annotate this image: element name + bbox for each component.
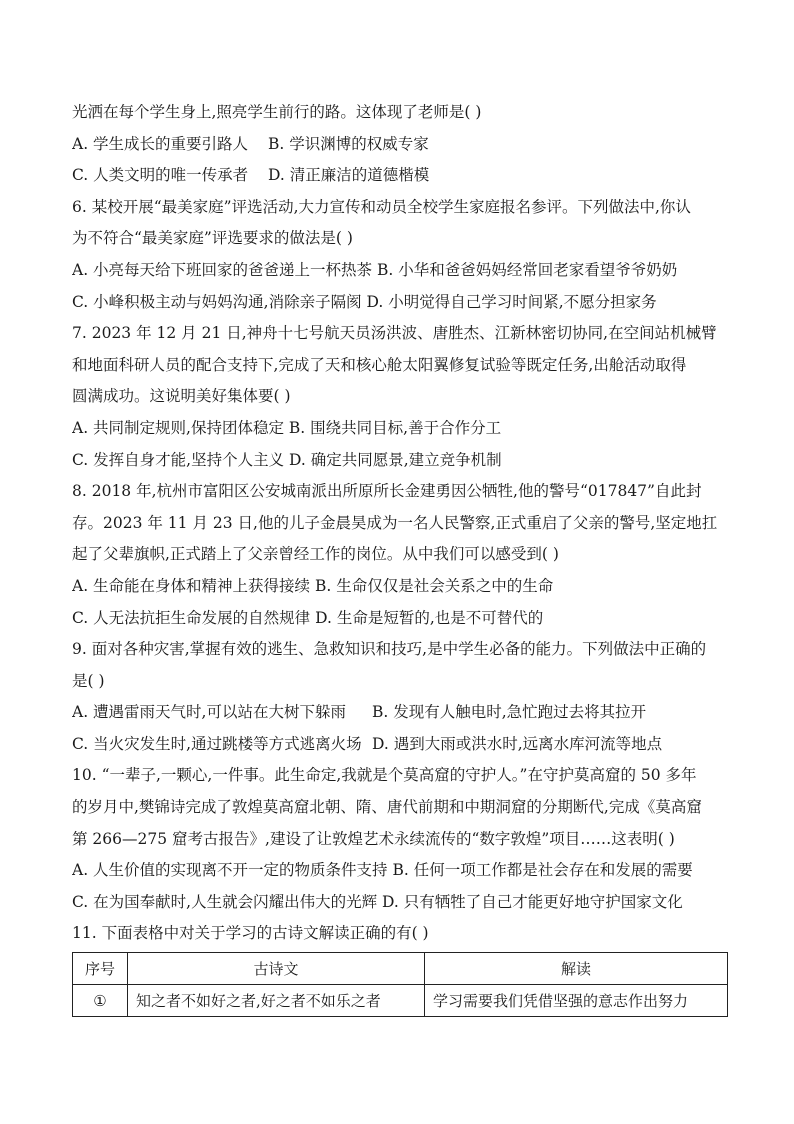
q7-stem-line-1: 7. 2023 年 12 月 21 日,神舟十七号航天员汤洪波、唐胜杰、江新林密切协同,在空间站机械臂 xyxy=(72,324,717,343)
q5-option-b[interactable]: B. 学识渊博的权威专家 xyxy=(268,134,429,153)
q5-options-row-1 xyxy=(72,129,732,161)
q6-stem-line-2: 为不符合“最美家庭”评选要求的做法是( ) xyxy=(72,229,353,248)
q9-option-b[interactable]: B. 发现有人触电时,急忙跑过去将其拉开 xyxy=(372,703,647,722)
q7-options-cd[interactable]: C. 发挥自身才能,坚持个人主义 D. 确定共同愿景,建立竞争机制 xyxy=(72,450,502,469)
q10-stem-line-2: 的岁月中,樊锦诗完成了敦煌莫高窟北朝、隋、唐代前期和中期洞窟的分期断代,完成《莫高窟 xyxy=(72,798,702,817)
q9-option-a[interactable]: A. 遭遇雷雨天气时,可以站在大树下躲雨 xyxy=(72,703,346,722)
table-header-interpretation: 解读 xyxy=(425,953,728,985)
table-header-poem: 古诗文 xyxy=(128,953,425,985)
table-row xyxy=(73,985,728,1017)
q10-stem-line-1: 10. “一辈子,一颗心,一件事。此生命定,我就是个莫高窟的守护人。”在守护莫高窟的 50 多年 xyxy=(72,766,697,785)
q7-stem-line-3: 圆满成功。这说明美好集体要( ) xyxy=(72,387,291,406)
table-cell-poem: 知之者不如好之者,好之者不如乐之者 xyxy=(128,985,425,1017)
q5-option-a[interactable]: A. 学生成长的重要引路人 xyxy=(72,134,249,153)
q8-stem-line-1: 8. 2018 年,杭州市富阳区公安城南派出所原所长金建勇因公牺牲,他的警号“017847”自此封 xyxy=(72,482,702,501)
q5-option-d[interactable]: D. 清正廉洁的道德楷模 xyxy=(268,166,430,185)
q9-option-d[interactable]: D. 遇到大雨或洪水时,远离水库河流等地点 xyxy=(372,734,663,753)
q7-options-ab[interactable]: A. 共同制定规则,保持团体稳定 B. 围绕共同目标,善于合作分工 xyxy=(72,418,502,437)
table-cell-interpretation: 学习需要我们凭借坚强的意志作出努力 xyxy=(425,985,728,1017)
q8-options-cd[interactable]: C. 人无法抗拒生命发展的自然规律 D. 生命是短暂的,也是不可替代的 xyxy=(72,608,544,627)
q10-stem-line-3: 第 266—275 窟考古报告》,建设了让敦煌艺术永续流传的“数字敦煌”项目……这表明( ) xyxy=(72,829,675,848)
q6-stem-line-1: 6. 某校开展“最美家庭”评选活动,大力宣传和动员全校学生家庭报名参评。下列做法中,你认 xyxy=(72,197,691,216)
table-header-row xyxy=(73,953,728,985)
q10-options-ab[interactable]: A. 人生价值的实现离不开一定的物质条件支持 B. 任何一项工作都是社会存在和发展的需要 xyxy=(72,861,693,880)
q5-stem-tail: 光洒在每个学生身上,照亮学生前行的路。这体现了老师是( ) xyxy=(72,103,482,121)
table-header-no: 序号 xyxy=(73,953,128,985)
table-cell-no: ① xyxy=(73,985,128,1017)
q11-stem: 11. 下面表格中对关于学习的古诗文解读正确的有( ) xyxy=(72,924,429,943)
q5-option-c[interactable]: C. 人类文明的唯一传承者 xyxy=(72,166,249,185)
q8-options-ab[interactable]: A. 生命能在身体和精神上获得接续 B. 生命仅仅是社会关系之中的生命 xyxy=(72,576,554,595)
q6-options-cd[interactable]: C. 小峰积极主动与妈妈沟通,消除亲子隔阂 D. 小明觉得自己学习时间紧,不愿分担家务 xyxy=(72,292,657,311)
q8-stem-line-2: 存。2023 年 11 月 23 日,他的儿子金晨昊成为一名人民警察,正式重启了父亲的警号,坚定地扛 xyxy=(72,513,718,532)
q5-options-row-2 xyxy=(72,160,732,192)
q9-option-c[interactable]: C. 当火灾发生时,通过跳楼等方式逃离火场 xyxy=(72,734,362,753)
exam-page xyxy=(72,97,732,1017)
q11-table xyxy=(72,952,728,1017)
q10-options-cd[interactable]: C. 在为国奉献时,人生就会闪耀出伟大的光辉 D. 只有牺牲了自己才能更好地守护国家文化 xyxy=(72,892,683,911)
q9-stem-line-2: 是( ) xyxy=(72,671,105,690)
q6-options-ab[interactable]: A. 小亮每天给下班回家的爸爸递上一杯热茶 B. 小华和爸爸妈妈经常回老家看望爷爷奶奶 xyxy=(72,260,678,279)
q8-stem-line-3: 起了父辈旗帜,正式踏上了父亲曾经工作的岗位。从中我们可以感受到( ) xyxy=(72,545,559,564)
q7-stem-line-2: 和地面科研人员的配合支持下,完成了天和核心舱太阳翼修复试验等既定任务,出舱活动取得 xyxy=(72,355,687,374)
q9-options-row-1 xyxy=(72,697,732,729)
q9-options-row-2 xyxy=(72,729,732,761)
q9-stem-line-1: 9. 面对各种灾害,掌握有效的逃生、急救知识和技巧,是中学生必备的能力。下列做法中正确的 xyxy=(72,640,707,659)
